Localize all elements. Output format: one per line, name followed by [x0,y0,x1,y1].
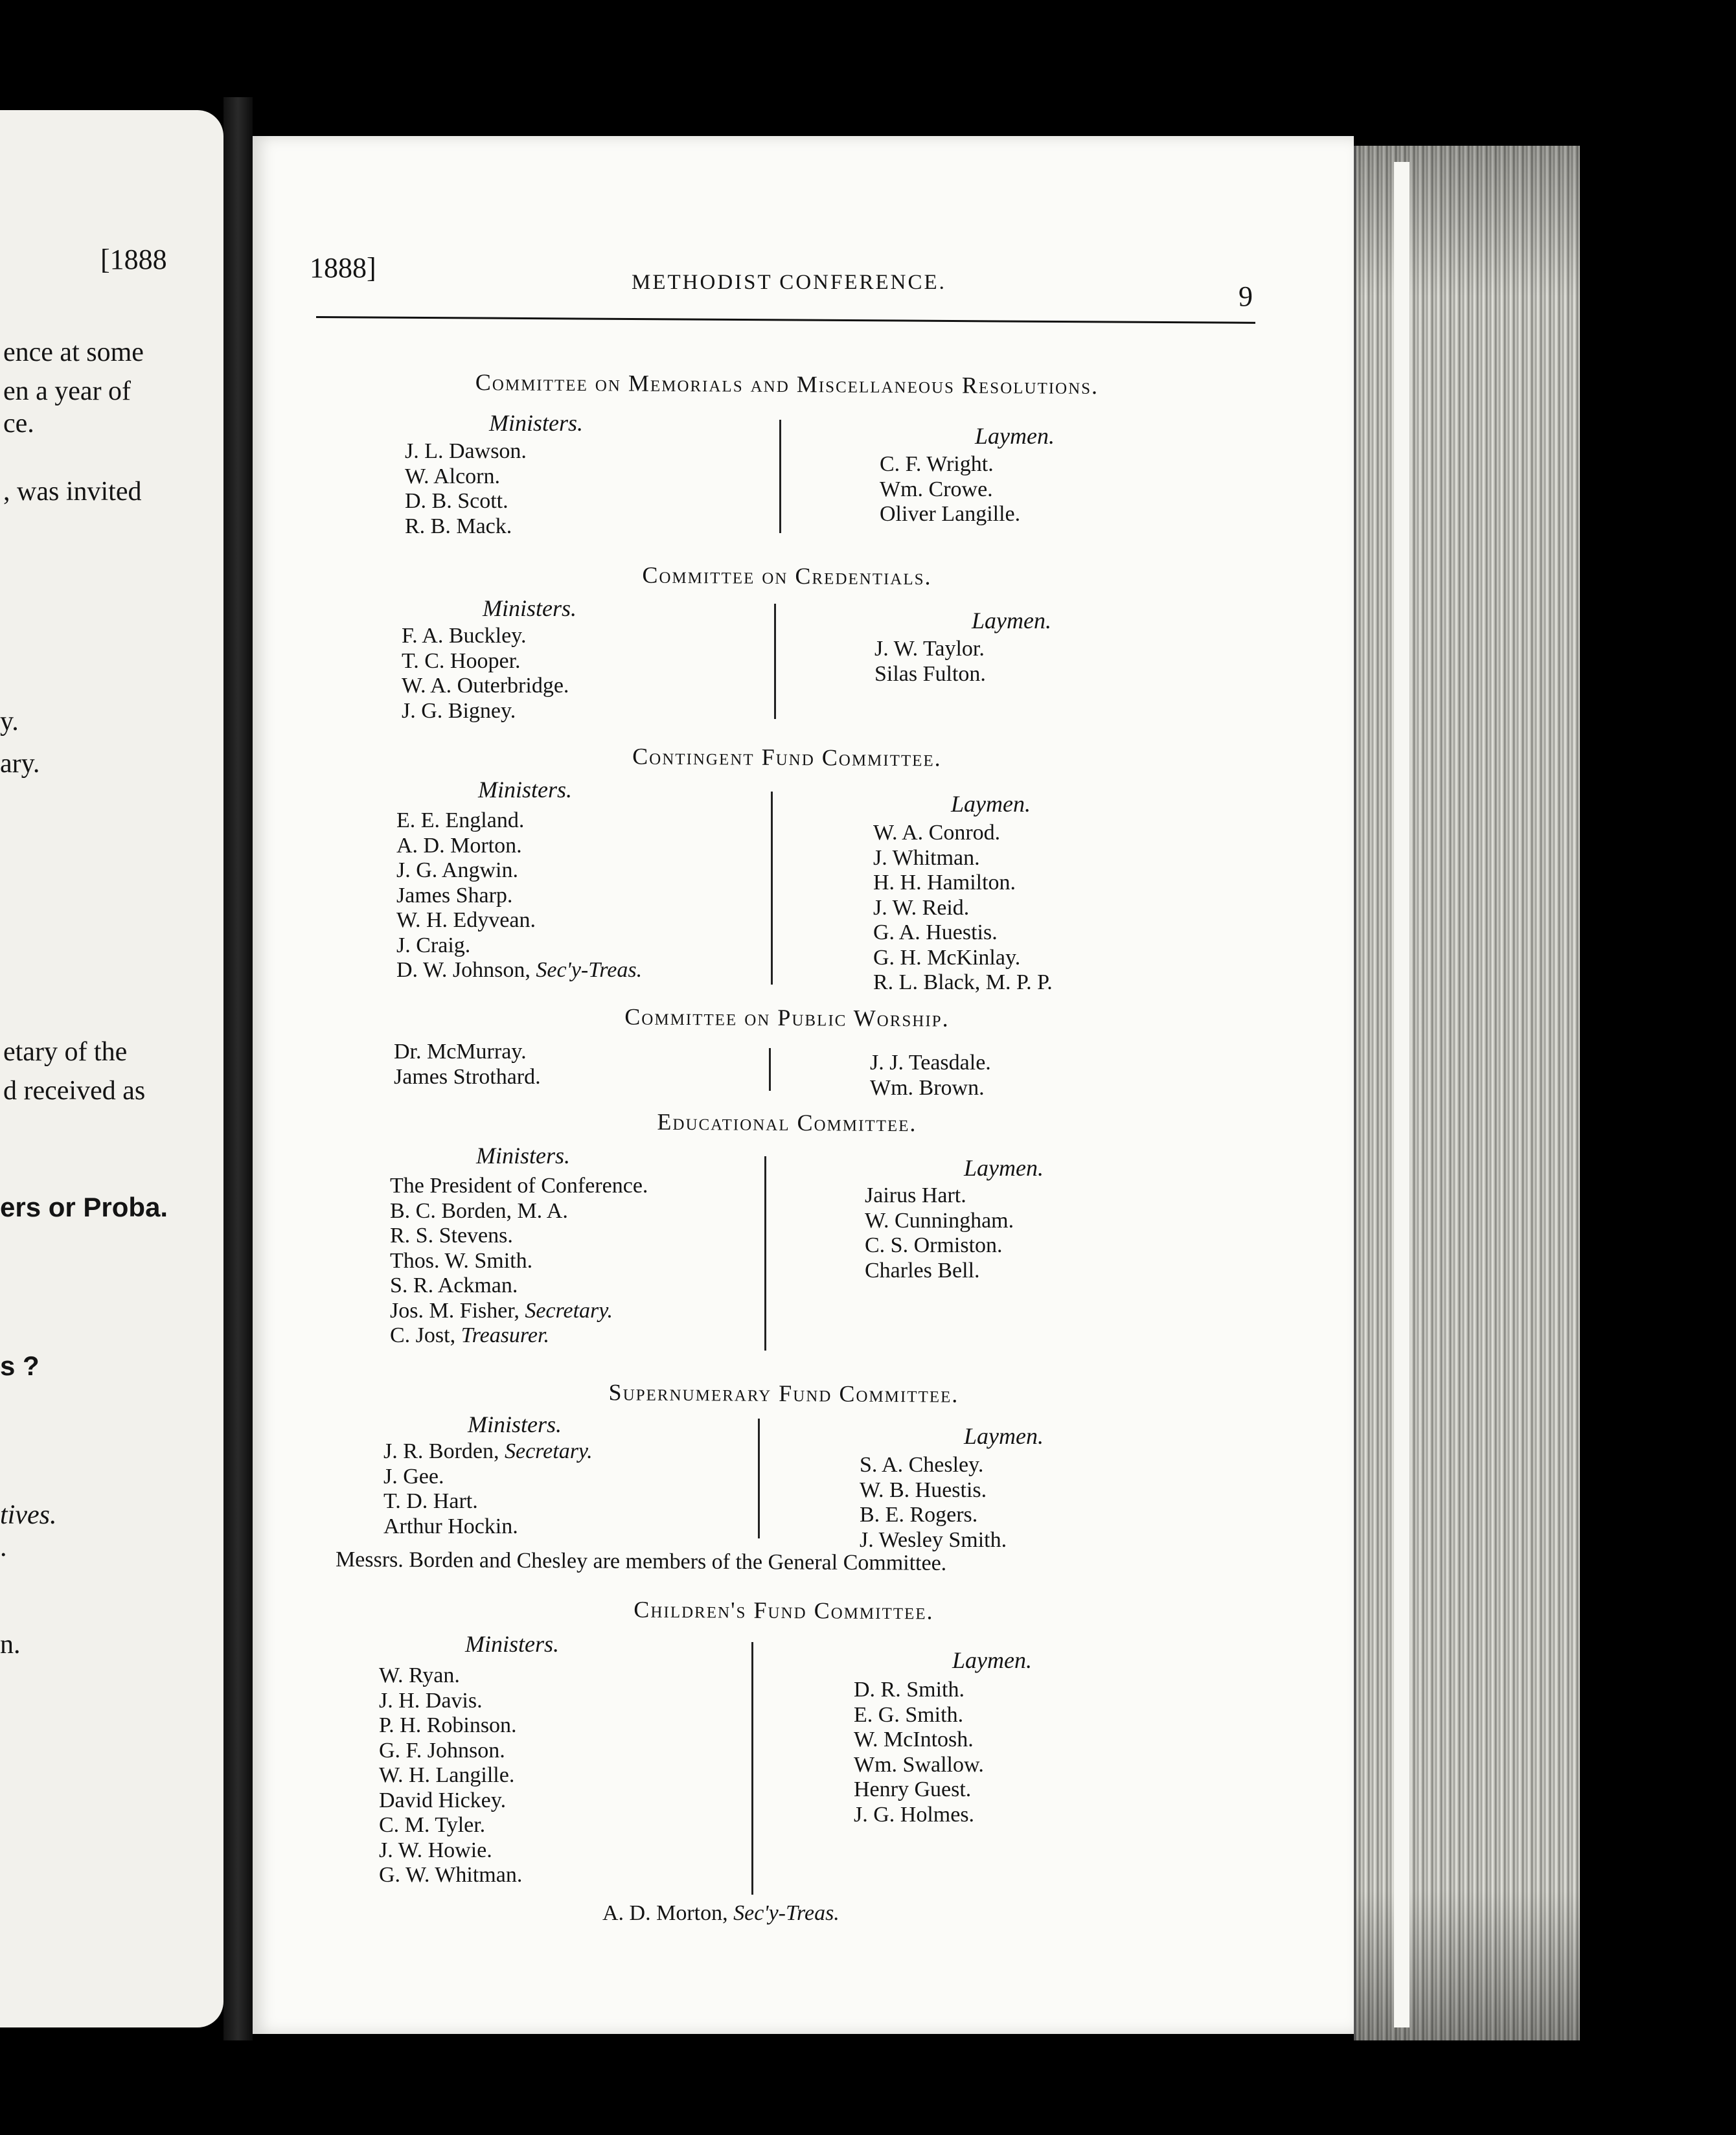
committee-note: Messrs. Borden and Chesley are members of the General Committee. [335,1547,947,1575]
left-column-list [394,1040,541,1090]
left-fragment: ers or Proba. [0,1192,168,1222]
running-title: METHODIST CONFERENCE. [632,271,946,294]
member-with-role [396,958,642,983]
member-role: Secretary. [525,1298,613,1323]
right-column-list [870,1051,991,1101]
member-name: G. F. Johnson. [379,1738,505,1763]
member-name: J. H. Davis. [379,1688,483,1713]
committee-heading: Supernumerary Fund Committee. [608,1379,959,1408]
member-name: Wm. Swallow. [854,1752,984,1777]
member-name: W. Cunningham. [865,1208,1014,1233]
member-name: R. L. Black, M. P. P. [873,970,1053,994]
member-name: W. B. Huestis. [860,1478,987,1502]
member-name: D. B. Scott. [405,489,508,513]
ministers-label: Ministers. [465,1631,560,1657]
member-name: Jairus Hart. [865,1183,966,1207]
member-name: W. Ryan. [379,1663,460,1687]
left-fragment: , was invited [3,477,142,507]
member-name: R. B. Mack. [405,514,512,538]
committee-heading: Committee on Public Worship. [624,1003,950,1032]
member-with-role [390,1323,648,1349]
member-name: David Hickey. [379,1788,507,1812]
member-name: J. G. Angwin. [396,858,518,882]
ministers-label: Ministers. [476,1143,571,1169]
ministers-list [396,808,642,983]
left-page-year: [1888 [100,244,167,275]
member-name: The President of Conference. [390,1174,648,1198]
member-name: D. W. Johnson, [396,958,536,982]
member-name: P. H. Robinson. [379,1713,517,1737]
member-name: T. D. Hart. [383,1489,478,1513]
member-name: W. Alcorn. [405,464,501,488]
committee-heading: Children's Fund Committee. [634,1596,934,1625]
committee-heading: Educational Committee. [657,1108,917,1137]
member-name: Henry Guest. [854,1777,972,1801]
member-name: C. S. Ormiston. [865,1233,1003,1257]
member-name: J. L. Dawson. [405,439,527,463]
member-name: F. A. Buckley. [402,624,527,648]
member-name: D. R. Smith. [854,1678,965,1702]
laymen-label: Laymen. [952,1647,1032,1673]
committee-heading: Contingent Fund Committee. [632,743,942,771]
ministers-list [402,624,569,724]
member-name: J. Wesley Smith. [860,1527,1007,1552]
laymen-list [874,637,986,687]
page-edge-highlight [1394,162,1410,2027]
member-name: James Strothard. [394,1064,541,1089]
member-name: Arthur Hockin. [383,1514,518,1538]
member-name: S. R. Ackman. [390,1273,518,1297]
column-divider [751,1642,753,1895]
member-name: J. W. Taylor. [874,637,985,661]
book-gutter [223,97,253,2040]
ministers-list [383,1439,593,1539]
member-name: Charles Bell. [865,1258,980,1283]
page-number: 9 [1239,280,1253,312]
column-divider [769,1048,771,1091]
left-fragment: d received as [3,1076,146,1106]
member-name: Wm. Crowe. [880,477,993,501]
member-name: Jos. M. Fisher, [390,1298,525,1323]
member-name: G. W. Whitman. [379,1863,523,1887]
laymen-label: Laymen. [972,608,1051,634]
left-fragment: ce. [3,409,34,439]
member-name: J. G. Bigney. [402,698,516,723]
laymen-label: Laymen. [964,1423,1044,1449]
member-name: Silas Fulton. [874,661,986,686]
ministers-list [405,439,527,539]
left-fragment: ary. [0,749,40,779]
member-name: C. M. Tyler. [379,1813,486,1837]
member-name: Dr. McMurray. [394,1040,527,1064]
laymen-label: Laymen. [975,423,1055,449]
left-fragment: n. [0,1630,21,1660]
left-fragment: . [0,1533,7,1562]
left-fragment: s ? [0,1351,40,1381]
member-name: C. Jost, [390,1323,461,1347]
member-name: S. A. Chesley. [860,1453,984,1477]
member-role: Secretary. [505,1439,593,1463]
member-name: W. A. Conrod. [873,821,1001,845]
ministers-list [379,1663,522,1888]
member-name: H. H. Hamilton. [873,871,1016,895]
column-divider [779,420,781,533]
member-name: T. C. Hooper. [402,648,521,673]
laymen-label: Laymen. [964,1155,1044,1181]
left-fragment: en a year of [3,376,131,406]
member-name: J. Craig. [396,933,471,957]
member-role: Sec'y-Treas. [536,958,643,982]
left-fragment: tives. [0,1500,57,1530]
member-name: A. D. Morton. [396,833,522,858]
column-divider [774,604,776,719]
member-name: J. G. Holmes. [854,1802,975,1827]
member-name: Wm. Brown. [870,1075,985,1100]
member-name: E. G. Smith. [854,1702,964,1727]
member-name: James Sharp. [396,883,513,908]
column-divider [758,1419,760,1538]
member-role: Treasurer. [461,1323,549,1347]
member-name: B. C. Borden, M. A. [390,1198,568,1223]
laymen-label: Laymen. [951,791,1031,817]
ministers-list [390,1174,648,1349]
laymen-list [873,821,1053,996]
member-name: C. F. Wright. [880,452,994,476]
member-name: G. H. McKinlay. [873,945,1021,970]
laymen-list [880,452,1020,527]
ministers-label: Ministers. [468,1411,562,1437]
member-name: A. D. Morton, [602,1901,734,1925]
laymen-list [865,1183,1014,1283]
member-name: J. Whitman. [873,845,980,870]
column-divider [764,1156,766,1351]
member-name: J. Gee. [383,1464,444,1489]
member-name: Thos. W. Smith. [390,1248,533,1273]
left-facing-page [0,110,223,2027]
committee-heading: Committee on Memorials and Miscellaneous Resolutions. [475,369,1099,399]
member-role: Sec'y-Treas. [733,1901,839,1925]
member-name: J. W. Howie. [379,1838,492,1862]
committee-footer [602,1901,839,1926]
member-name: J. R. Borden, [383,1439,505,1463]
member-name: J. W. Reid. [873,895,970,920]
ministers-label: Ministers. [478,777,573,803]
left-fragment: etary of the [3,1037,128,1067]
page-edges [1354,146,1580,2040]
member-name: W. A. Outerbridge. [402,674,569,698]
member-name: J. J. Teasdale. [870,1051,991,1075]
committee-heading: Committee on Credentials. [642,562,932,590]
member-with-role [383,1439,593,1465]
member-name: W. McIntosh. [854,1728,974,1752]
member-name: W. H. Edyvean. [396,908,536,932]
ministers-label: Ministers. [483,595,577,621]
laymen-list [854,1678,984,1827]
page-year: 1888] [310,252,376,284]
ministers-label: Ministers. [489,410,584,436]
member-name: G. A. Huestis. [873,920,998,944]
member-name: R. S. Stevens. [390,1224,513,1248]
left-fragment: y. [0,707,19,736]
member-name: E. E. England. [396,808,525,832]
left-fragment: ence at some [3,337,144,367]
member-with-role [390,1299,648,1324]
member-name: W. H. Langille. [379,1763,515,1787]
column-divider [771,792,773,985]
member-name: Oliver Langille. [880,502,1021,526]
member-name: B. E. Rogers. [860,1503,978,1527]
laymen-list [860,1453,1007,1553]
